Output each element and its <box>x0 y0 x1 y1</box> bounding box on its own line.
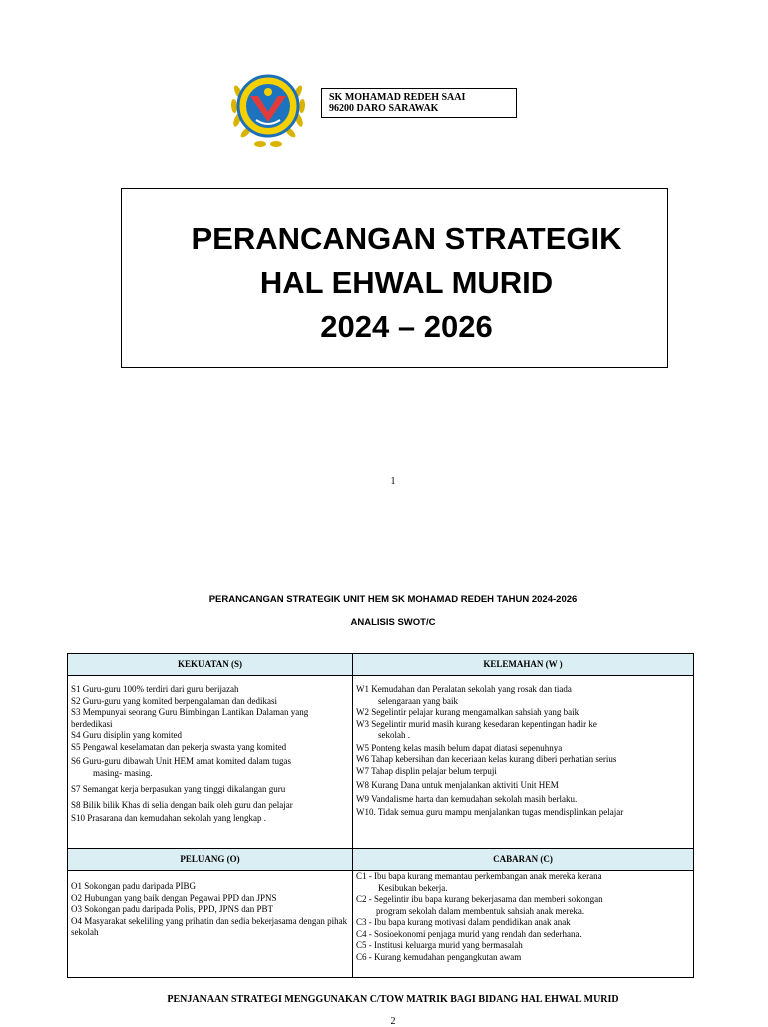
opportunities-header: PELUANG (O) <box>68 849 353 871</box>
weakness-item: W2 Segelintir pelajar kurang mengamalkan sahsiah yang baik <box>356 707 580 717</box>
threat-item: C3 - Ibu bapa kurang motivasi dalam pendidikan anak anak <box>356 917 571 927</box>
strength-item: S7 Semangat kerja berpasukan yang tinggi dikalangan guru <box>71 784 286 794</box>
weakness-item: W1 Kemudahan dan Peralatan sekolah yang rosak dan tiada <box>356 684 572 694</box>
threat-item: C5 - Institusi keluarga murid yang bermasalah <box>356 940 523 950</box>
school-address: 96200 DARO SARAWAK <box>329 103 439 114</box>
weakness-item: selengaraan yang baik <box>378 695 458 706</box>
threats-cell <box>353 871 694 978</box>
opportunity-item: O2 Hubungan yang baik dengan Pegawai PPD dan JPNS <box>71 892 277 903</box>
weakness-item: W8 Kurang Dana untuk menjalankan aktiviti Unit HEM <box>356 780 559 790</box>
strengths-header: KEKUATAN (S) <box>68 654 353 676</box>
title-line-3: 2024 – 2026 <box>320 309 493 344</box>
strengths-cell <box>68 676 353 849</box>
threat-item: Kesibukan bekerja. <box>378 882 448 893</box>
weaknesses-cell <box>353 676 694 849</box>
opportunity-item: O1 Sokongan padu daripada PIBG <box>71 881 196 891</box>
school-info-box <box>321 88 517 118</box>
weakness-item: W5 Ponteng kelas masih belum dapat diatasi sepenuhnya <box>356 742 563 753</box>
section-subheading: ANALISIS SWOT/C <box>350 617 436 628</box>
strength-item: S1 Guru-guru 100% terdiri dari guru berijazah <box>71 684 239 694</box>
strength-item: S4 Guru disiplin yang komited <box>71 730 182 740</box>
document-title-box <box>121 188 668 368</box>
page-number: 1 <box>390 476 396 487</box>
threat-item: C2 - Segelintir ibu bapa kurang bekerjasama dan memberi sokongan <box>356 894 603 904</box>
title-line-2: HAL EHWAL MURID <box>259 265 554 300</box>
opportunity-item: O3 Sokongan padu daripada Polis, PPD, JPNS dan PBT <box>71 904 274 914</box>
threat-item: C6 - Kurang kemudahan pengangkutan awam <box>356 951 522 962</box>
next-section-title: PENJANAAN STRATEGI MENGGUNAKAN C/TOW MATRIK BAGI BIDANG HAL EHWAL MURID <box>167 994 619 1005</box>
strength-item: S2 Guru-guru yang komited berpengalaman dan dedikasi <box>71 695 277 706</box>
weakness-item: W10. Tidak semua guru mampu menjalankan tugas mendisplinkan pelajar <box>356 807 624 817</box>
opportunities-cell <box>68 871 353 978</box>
weaknesses-header: KELEMAHAN (W ) <box>353 654 694 676</box>
weakness-item: sekolah . <box>378 730 410 740</box>
weakness-item: W7 Tahap displin pelajar belum terpuji <box>356 765 497 776</box>
title-line-1: PERANCANGAN STRATEGIK <box>191 221 622 256</box>
page-number-2: 2 <box>390 1016 396 1027</box>
strength-item: S8 Bilik bilik Khas di selia dengan baik oleh guru dan pelajar <box>71 799 293 810</box>
opportunity-item: O4 Masyarakat sekeliling yang prihatin dan sedia bekerjasama dengan pihak sekolah <box>71 915 348 937</box>
strength-item: S10 Prasarana dan kemudahan sekolah yang lengkap . <box>71 813 266 823</box>
threat-item: C4 - Sosioekonomi penjaga murid yang rendah dan sederhana. <box>356 928 582 939</box>
swot-table <box>67 653 694 978</box>
strength-item: masing- masing. <box>93 767 153 778</box>
weakness-item: W9 Vandalisme harta dan kemudahan sekolah masih berlaku. <box>356 793 578 804</box>
weakness-item: W3 Segelintir murid masih kurang kesedaran kepentingan hadir ke <box>356 718 597 729</box>
school-name: SK MOHAMAD REDEH SAAI <box>329 92 466 103</box>
threats-header: CABARAN (C) <box>353 849 694 871</box>
threat-item: program sekolah dalam membentuk sahsiah anak mereka. <box>376 905 585 916</box>
section-heading: PERANCANGAN STRATEGIK UNIT HEM SK MOHAMAD REDEH TAHUN 2024-2026 <box>208 594 578 605</box>
strength-item: S5 Pengawal keselamatan dan pekerja swasta yang komited <box>71 741 287 752</box>
strength-item: S6 Guru-guru dibawah Unit HEM amat komited dalam tugas <box>71 756 291 766</box>
weakness-item: W6 Tahap kebersihan dan keceriaan kelas kurang diberi perhatian serius <box>356 754 617 764</box>
strength-item: S3 Mempunyai seorang Guru Bimbingan Lantikan Dalaman yang berdedikasi <box>71 707 309 729</box>
school-logo <box>228 62 308 152</box>
threat-item: C1 - Ibu bapa kurang memantau perkembangan anak mereka kerana <box>356 871 602 881</box>
